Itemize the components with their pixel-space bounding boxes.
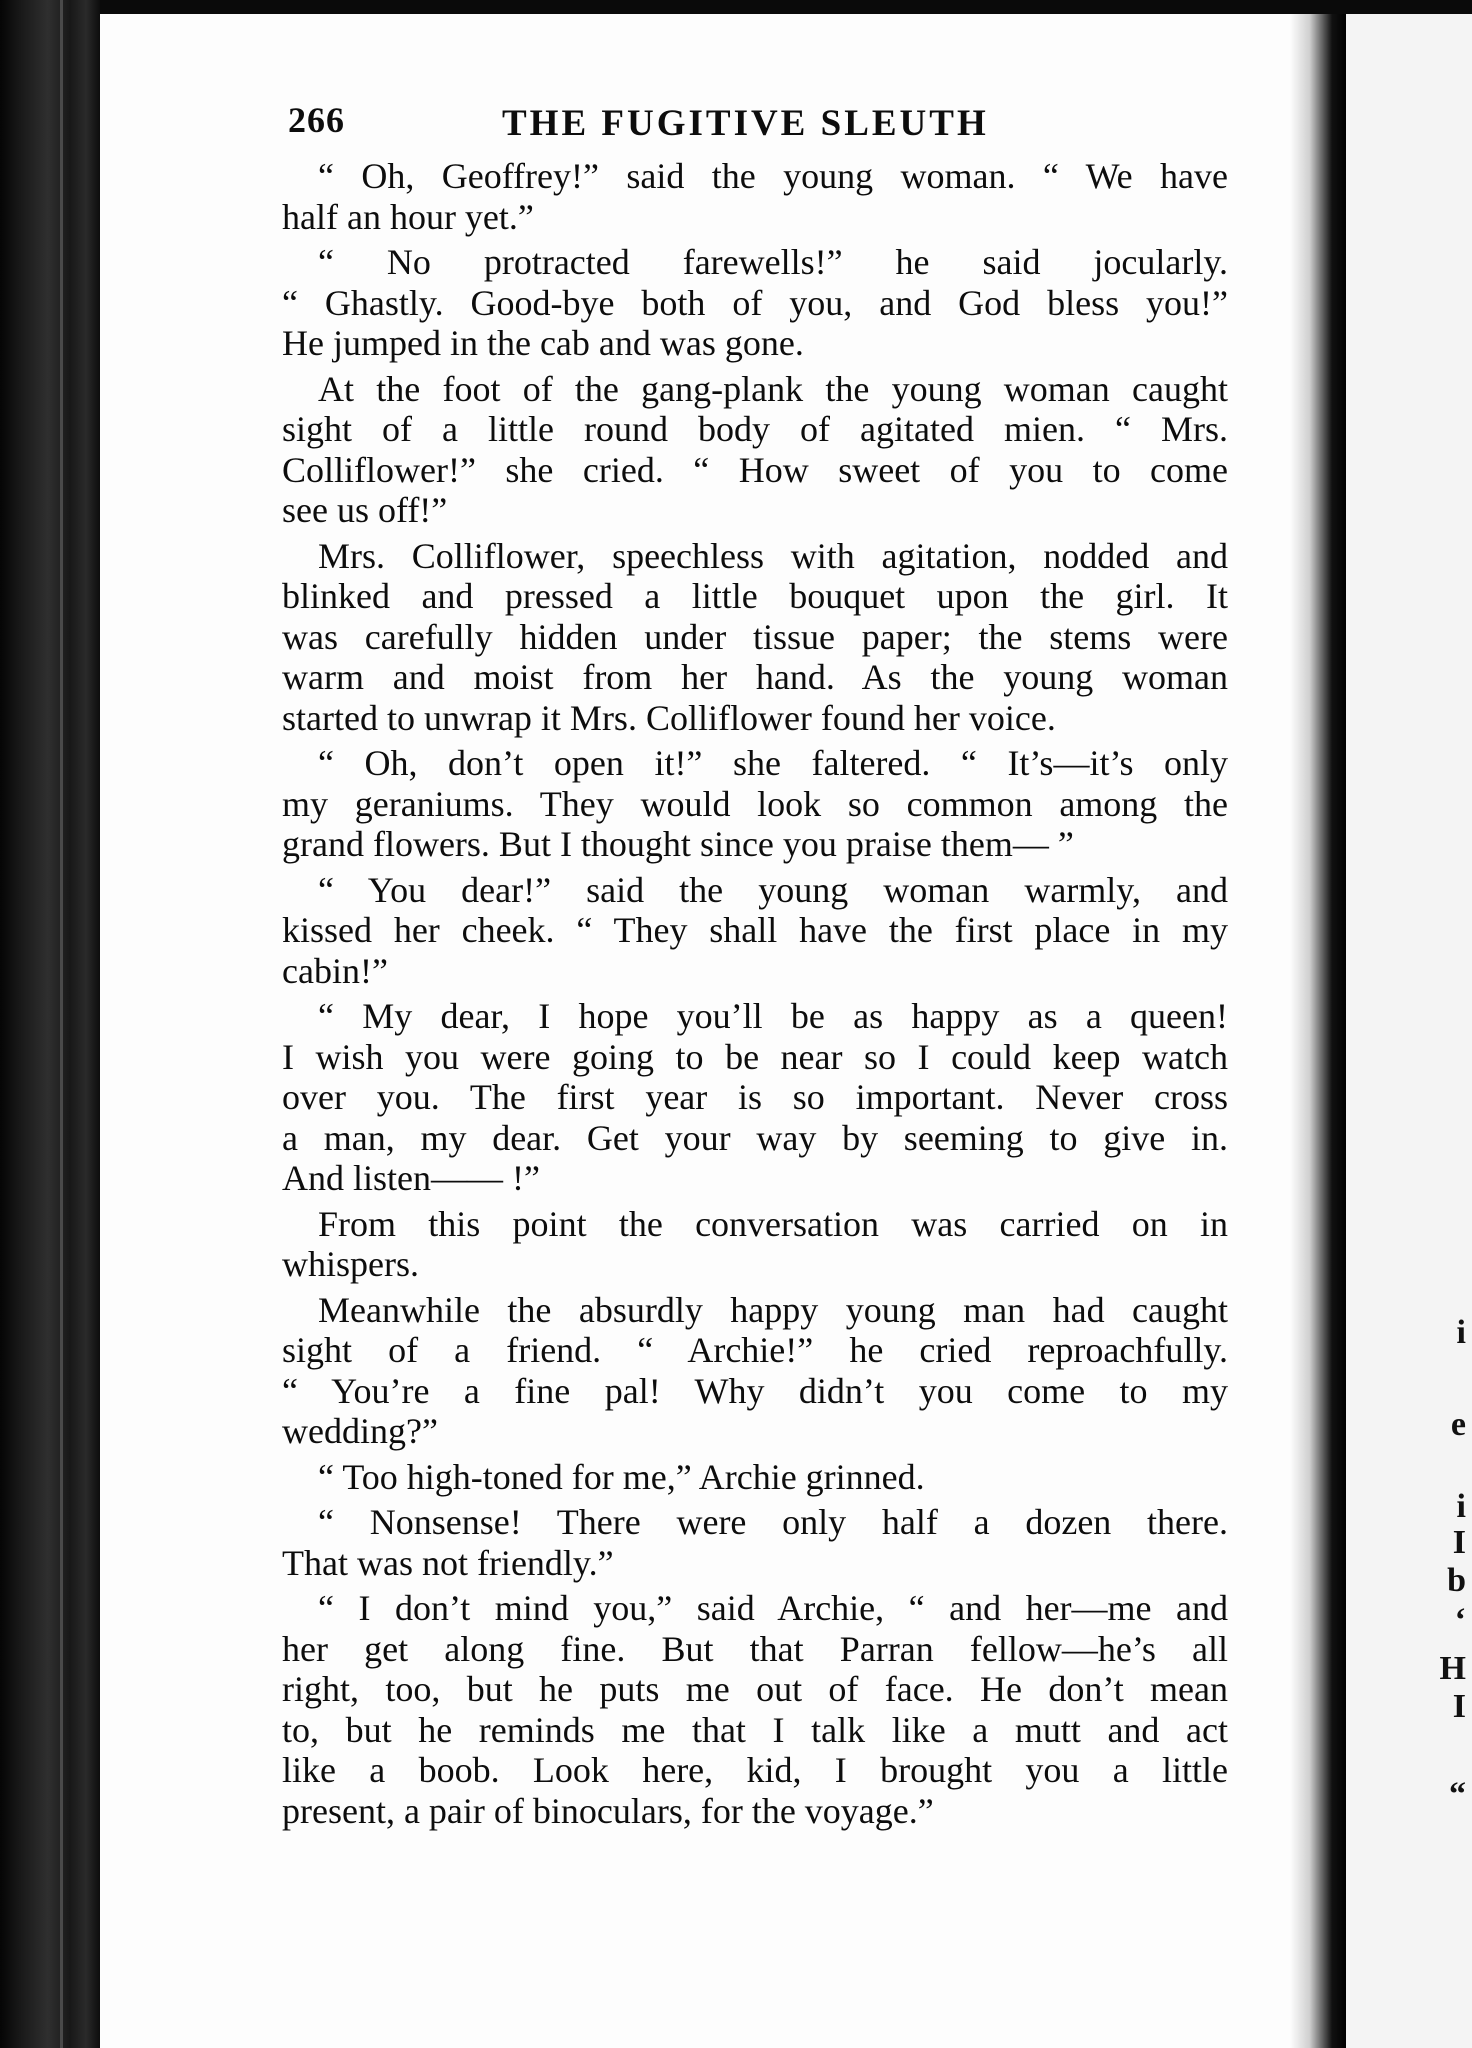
text-line: That was not friendly.”	[282, 1542, 614, 1583]
paragraph	[282, 743, 1228, 865]
paragraph	[282, 156, 1228, 237]
text-line: “ Oh, Geoffrey!” said the young woman. “ We have	[318, 156, 1228, 196]
text-line: half an hour yet.”	[282, 196, 534, 237]
text-line: “ Nonsense! There were only half a dozen there.	[318, 1502, 1228, 1542]
paragraph	[282, 1502, 1228, 1583]
facing-page-fragment: H	[1439, 1650, 1466, 1687]
text-line: “ Ghastly. Good-bye both of you, and God bless you!”	[282, 282, 1228, 323]
facing-page-fragment: i	[1456, 1314, 1466, 1351]
paragraph	[282, 1588, 1228, 1831]
text-line: my geraniums. They would look so common among the	[282, 783, 1228, 824]
text-line: “ No protracted farewells!” he said jocularly.	[318, 242, 1228, 282]
paragraph	[282, 1290, 1228, 1452]
facing-page-fragment: I	[1452, 1688, 1466, 1725]
paragraph	[282, 870, 1228, 992]
text-line: present, a pair of binoculars, for the voyage.”	[282, 1790, 934, 1831]
page-text-column	[282, 96, 1228, 1836]
text-line: “ I don’t mind you,” said Archie, “ and her—me and	[318, 1588, 1228, 1628]
text-line: Meanwhile the absurdly happy young man had caught	[318, 1289, 1228, 1330]
facing-page-fragment: “	[1449, 1776, 1466, 1813]
text-line: “ My dear, I hope you’ll be as happy as a queen!	[318, 996, 1228, 1036]
text-line: At the foot of the gang-plank the young woman caught	[318, 368, 1228, 409]
text-line: kissed her cheek. “ They shall have the first place in my	[282, 910, 1228, 950]
page-number: 266	[288, 100, 345, 140]
text-line: sight of a friend. “ Archie!” he cried reproachfully.	[282, 1330, 1228, 1370]
text-line: like a boob. Look here, kid, I brought you a little	[282, 1750, 1228, 1790]
text-line: sight of a little round body of agitated mien. “ Mrs.	[282, 409, 1228, 449]
text-line: a man, my dear. Get your way by seeming to give in.	[282, 1117, 1228, 1158]
facing-page-fragment: e	[1450, 1406, 1466, 1443]
running-head	[282, 96, 1228, 156]
text-line: grand flowers. But I thought since you praise them— ”	[282, 824, 1074, 864]
paragraph-gap	[282, 1831, 1228, 1836]
paragraph	[282, 536, 1228, 739]
text-line: From this point the conversation was carried on in	[318, 1203, 1228, 1244]
text-line: cabin!”	[282, 950, 388, 991]
text-line: to, but he reminds me that I talk like a mutt and act	[282, 1709, 1228, 1750]
paragraph	[282, 1457, 1228, 1498]
paragraph	[282, 369, 1228, 531]
text-line: started to unwrap it Mrs. Colliflower found her voice.	[282, 697, 1056, 738]
paragraph	[282, 996, 1228, 1199]
text-line: right, too, but he puts me out of face. He don’t mean	[282, 1669, 1228, 1709]
text-line: over you. The first year is so important. Never cross	[282, 1077, 1228, 1117]
facing-page-fragment: i	[1456, 1488, 1466, 1525]
text-line: was carefully hidden under tissue paper; the stems were	[282, 616, 1228, 657]
facing-page-edge	[1346, 14, 1472, 2048]
text-line: blinked and pressed a little bouquet upon the girl. It	[282, 576, 1228, 616]
facing-page-fragment: b	[1447, 1562, 1466, 1599]
body-text	[282, 156, 1228, 1836]
text-line: “ Oh, don’t open it!” she faltered. “ It’s—it’s only	[318, 743, 1228, 783]
text-line: And listen—— !”	[282, 1158, 540, 1198]
text-line: Colliflower!” she cried. “ How sweet of you to come	[282, 449, 1228, 490]
facing-page-fragment: ‘	[1454, 1602, 1466, 1639]
facing-page-fragment: I	[1452, 1524, 1466, 1561]
page-gutter-shadow	[1290, 14, 1346, 2048]
text-line: “ You’re a fine pal! Why didn’t you come to my	[282, 1370, 1228, 1411]
paragraph	[282, 242, 1228, 364]
text-line: whispers.	[282, 1244, 419, 1284]
text-line: warm and moist from her hand. As the young woman	[282, 657, 1228, 697]
text-line: He jumped in the cab and was gone.	[282, 323, 804, 363]
text-line: her get along fine. But that Parran fellow—he’s all	[282, 1628, 1228, 1669]
text-line: Mrs. Colliflower, speechless with agitation, nodded and	[318, 535, 1228, 576]
text-line: see us off!”	[282, 490, 448, 530]
spine-edge-line	[60, 0, 63, 2048]
text-line: wedding?”	[282, 1411, 438, 1451]
text-line: “ Too high-toned for me,” Archie grinned.	[318, 1456, 925, 1497]
paragraph	[282, 1204, 1228, 1285]
text-line: “ You dear!” said the young woman warmly, and	[318, 869, 1228, 910]
text-line: I wish you were going to be near so I could keep watch	[282, 1036, 1228, 1077]
running-title: THE FUGITIVE SLEUTH	[502, 103, 989, 144]
book-spine	[0, 0, 100, 2048]
